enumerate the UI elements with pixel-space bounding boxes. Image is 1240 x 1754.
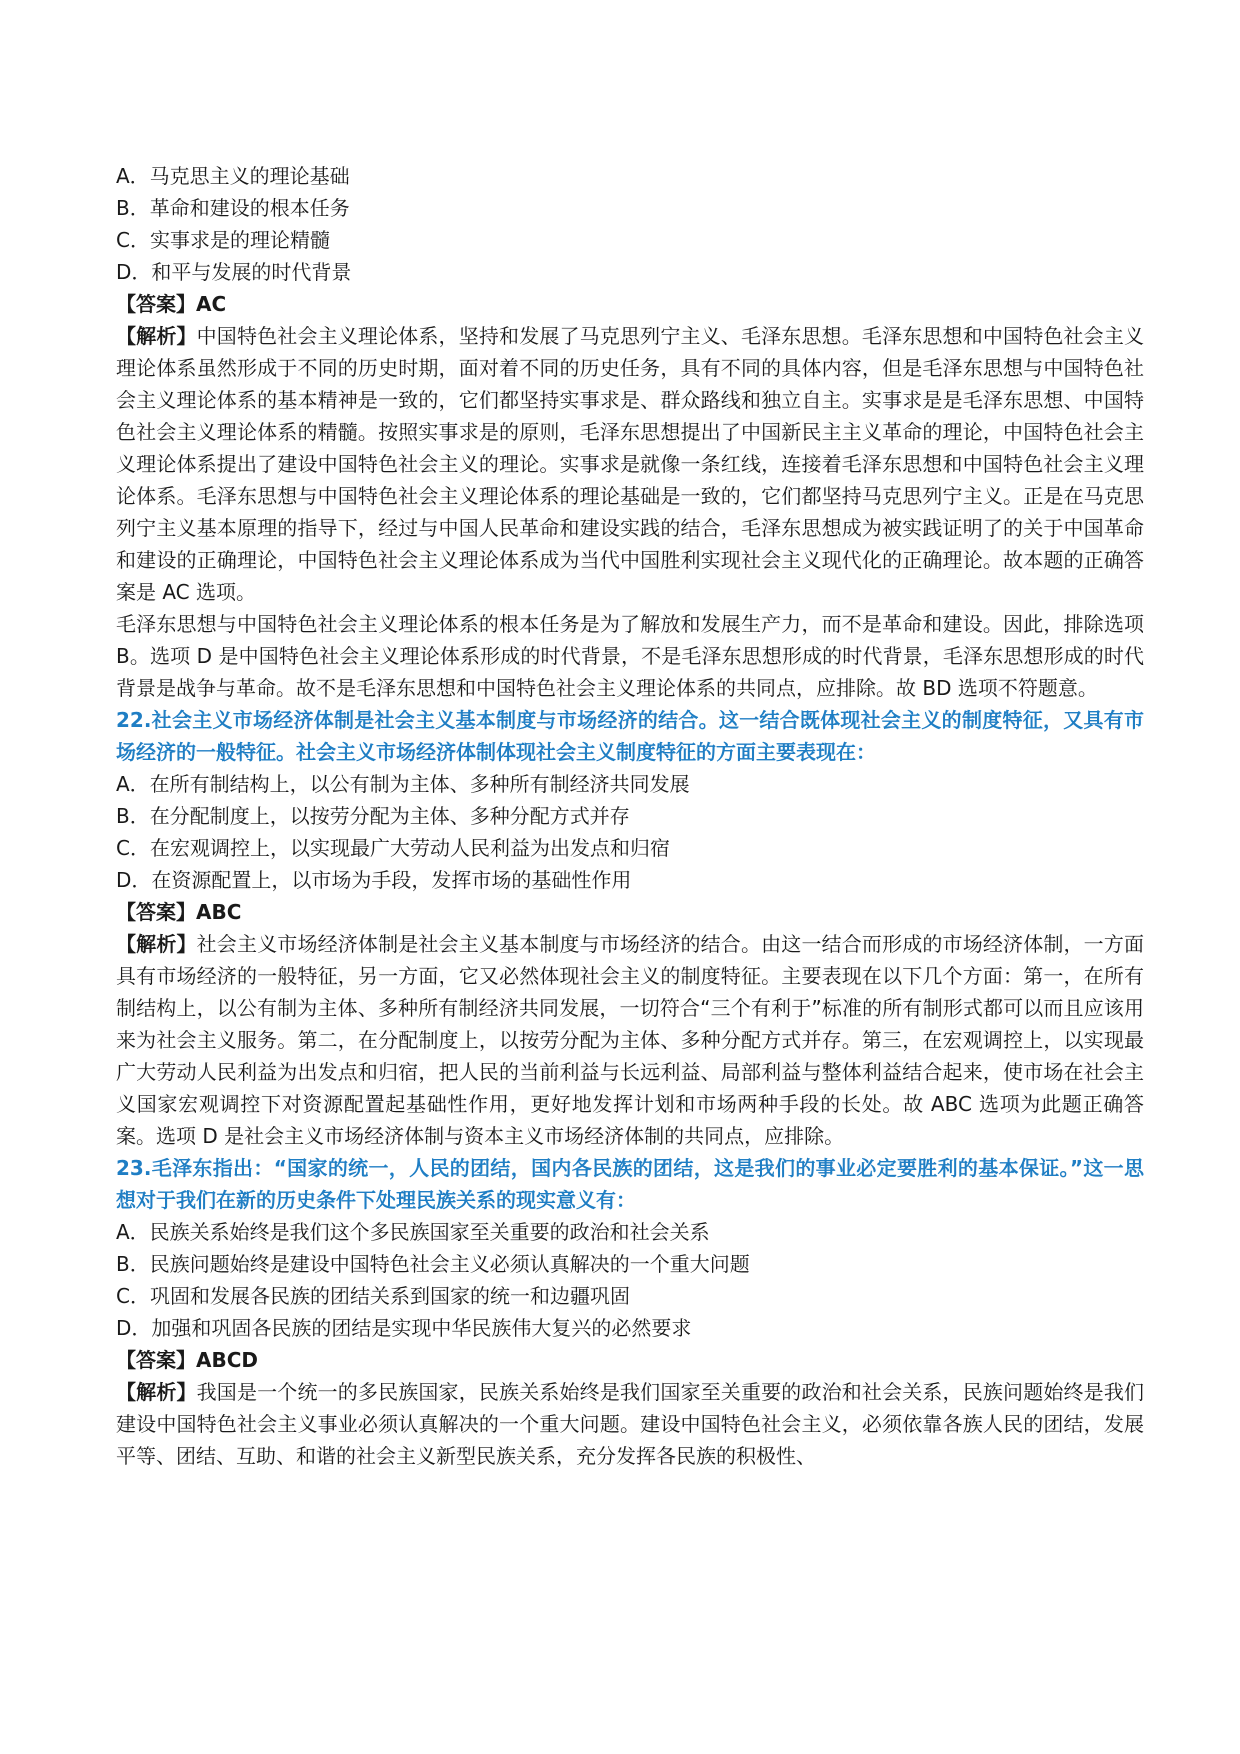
q23-option-a: A．民族关系始终是我们这个多民族国家至关重要的政治和社会关系 [116,1220,710,1244]
q21-option-c: C．实事求是的理论精髓 [116,228,330,252]
question-22-block [116,704,1144,1152]
q23-analysis [116,1376,1144,1472]
q22-question: 22.社会主义市场经济体制是社会主义基本制度与市场经济的结合。这一结合既体现社会主义的制度特征，又具有市场经济的一般特征。社会主义市场经济体制体现社会主义制度特征的方面主要表现在： [116,708,1144,764]
q22-answer-tag: 【答案】 [116,900,196,924]
q21-option-a: A．马克思主义的理论基础 [116,164,350,188]
q23-answer [116,1344,1144,1376]
q21-analysis-2: 毛泽东思想与中国特色社会主义理论体系的根本任务是为了解放和发展生产力，而不是革命和建设。因此，排除选项 B。选项 D 是中国特色社会主义理论体系形成的时代背景，不是毛泽东思想形成的时代背景，毛泽东思想形成的时代背景是战争与革命。故不是毛泽东思想和中国特色社会主义理论体系的共同点，应排除。故 BD 选项不符题意。 [116,612,1144,700]
q21-answer [116,288,1144,320]
q23-analysis-text: 我国是一个统一的多民族国家，民族关系始终是我们国家至关重要的政治和社会关系，民族问题始终是我们建设中国特色社会主义事业必须认真解决的一个重大问题。建设中国特色社会主义，必须依靠各族人民的团结，发展平等、团结、互助、和谐的社会主义新型民族关系，充分发挥各民族的积极性、 [116,1380,1144,1468]
q22-option-d: D．在资源配置上，以市场为手段，发挥市场的基础性作用 [116,868,632,892]
q23-option-b: B．民族问题始终是建设中国特色社会主义必须认真解决的一个重大问题 [116,1252,750,1276]
q22-option-b: B．在分配制度上，以按劳分配为主体、多种分配方式并存 [116,804,630,828]
q22-option-a: A．在所有制结构上，以公有制为主体、多种所有制经济共同发展 [116,772,690,796]
q23-analysis-tag: 【解析】 [116,1380,197,1404]
q23-option-c: C．巩固和发展各民族的团结关系到国家的统一和边疆巩固 [116,1284,630,1308]
q21-analysis-tag: 【解析】 [116,324,197,348]
q23-answer-value: ABCD [196,1348,259,1372]
q23-question: 23.毛泽东指出：“国家的统一，人民的团结，国内各民族的团结，这是我们的事业必定要胜利的基本保证。”这一思想对于我们在新的历史条件下处理民族关系的现实意义有： [116,1156,1144,1212]
q22-analysis-text: 社会主义市场经济体制是社会主义基本制度与市场经济的结合。由这一结合而形成的市场经济体制，一方面具有市场经济的一般特征，另一方面，它又必然体现社会主义的制度特征。主要表现在以下几个方面：第一，在所有制结构上，以公有制为主体、多种所有制经济共同发展，一切符合“三个有利于”标准的所有制形式都可以而且应该用来为社会主义服务。第二，在分配制度上，以按劳分配为主体、多种分配方式并存。第三，在宏观调控上，以实现最广大劳动人民利益为出发点和归宿，把人民的当前利益与长远利益、局部利益与整体利益结合起来，使市场在社会主义国家宏观调控下对资源配置起基础性作用，更好地发挥计划和市场两种手段的长处。故 ABC 选项为此题正确答案。选项 D 是社会主义市场经济体制与资本主义市场经济体制的共同点，应排除。 [116,932,1144,1148]
q22-analysis-tag: 【解析】 [116,932,197,956]
q23-answer-tag: 【答案】 [116,1348,196,1372]
q22-analysis [116,928,1144,1152]
q22-answer [116,896,1144,928]
q22-option-c: C．在宏观调控上，以实现最广大劳动人民利益为出发点和归宿 [116,836,670,860]
question-21-block [116,160,1144,704]
q21-analysis-text-1: 中国特色社会主义理论体系，坚持和发展了马克思列宁主义、毛泽东思想。毛泽东思想和中国特色社会主义理论体系虽然形成于不同的历史时期，面对着不同的历史任务，具有不同的具体内容，但是毛泽东思想与中国特色社会主义理论体系的基本精神是一致的，它们都坚持实事求是、群众路线和独立自主。实事求是是毛泽东思想、中国特色社会主义理论体系的精髓。按照实事求是的原则，毛泽东思想提出了中国新民主主义革命的理论，中国特色社会主义理论体系提出了建设中国特色社会主义的理论。实事求是就像一条红线，连接着毛泽东思想和中国特色社会主义理论体系。毛泽东思想与中国特色社会主义理论体系的理论基础是一致的，它们都坚持马克思列宁主义。正是在马克思列宁主义基本原理的指导下，经过与中国人民革命和建设实践的结合，毛泽东思想成为被实践证明了的关于中国革命和建设的正确理论，中国特色社会主义理论体系成为当代中国胜利实现社会主义现代化的正确理论。故本题的正确答案是 AC 选项。 [116,324,1144,604]
q21-answer-tag: 【答案】 [116,292,196,316]
q22-answer-value: ABC [196,900,242,924]
question-23-block [116,1152,1144,1472]
q21-option-b: B．革命和建设的根本任务 [116,196,350,220]
q21-analysis-1 [116,320,1144,608]
q23-option-d: D．加强和巩固各民族的团结是实现中华民族伟大复兴的必然要求 [116,1316,692,1340]
q21-answer-value: AC [196,292,227,316]
q21-option-d: D．和平与发展的时代背景 [116,260,352,284]
document-page [116,160,1144,1472]
